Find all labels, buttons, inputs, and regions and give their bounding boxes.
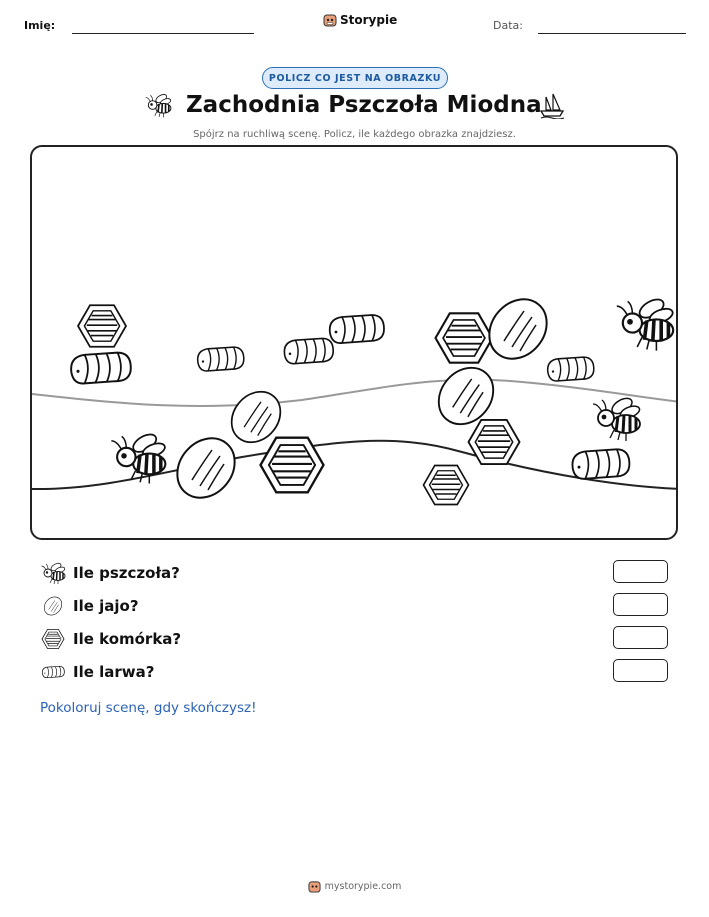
brand-logo — [323, 13, 397, 27]
hill-line-back — [32, 380, 678, 406]
bee — [593, 395, 641, 441]
instructions: Spójrz na ruchliwą scenę. Policz, ile każdego obrazka znajdziesz. — [193, 129, 516, 140]
footer — [0, 880, 709, 893]
question-text: Ile komórka? — [73, 630, 182, 648]
question-larva — [40, 660, 680, 684]
storypie-mascot-icon — [308, 880, 321, 893]
egg-icon — [40, 595, 66, 617]
honeycomb-cell — [78, 305, 126, 347]
name-label: Imię: — [24, 19, 56, 32]
answer-box-egg[interactable] — [613, 593, 668, 616]
honeycomb-cell — [424, 466, 469, 505]
larva — [71, 353, 131, 384]
date-label: Data: — [493, 19, 523, 32]
bee — [111, 431, 166, 484]
answer-box-larva[interactable] — [613, 659, 668, 682]
larva — [548, 357, 594, 381]
bee-icon — [144, 92, 172, 118]
task-badge: POLICZ CO JEST NA OBRAZKU — [262, 67, 448, 89]
brand-name: Storypie — [340, 13, 398, 27]
larva — [198, 347, 244, 371]
page-title: Zachodnia Pszczoła Miodna — [186, 92, 542, 118]
storypie-mascot-icon — [323, 13, 337, 27]
answer-box-cell[interactable] — [613, 626, 668, 649]
counting-scene — [30, 145, 678, 540]
bee — [617, 296, 675, 351]
answer-box-bee[interactable] — [613, 560, 668, 583]
question-bee — [40, 561, 680, 585]
egg — [166, 427, 247, 509]
larva-icon — [40, 661, 66, 683]
question-text: Ile larwa? — [73, 663, 155, 681]
question-egg — [40, 594, 680, 618]
coloring-note: Pokoloruj scenę, gdy skończysz! — [40, 700, 257, 716]
bee-icon — [40, 562, 66, 584]
question-cell — [40, 627, 680, 651]
ship-icon — [538, 91, 566, 119]
honeycomb-cell — [469, 420, 520, 464]
larva — [284, 338, 333, 363]
larva — [330, 315, 384, 343]
date-field[interactable] — [538, 33, 686, 34]
footer-site[interactable]: mystorypie.com — [324, 881, 402, 892]
question-text: Ile jajo? — [73, 597, 139, 615]
egg — [478, 288, 559, 370]
name-field[interactable] — [72, 33, 254, 34]
honeycomb-cell — [436, 313, 493, 362]
question-text: Ile pszczoła? — [73, 564, 180, 582]
larva — [572, 449, 629, 478]
honeycomb-cell-icon — [40, 628, 66, 650]
